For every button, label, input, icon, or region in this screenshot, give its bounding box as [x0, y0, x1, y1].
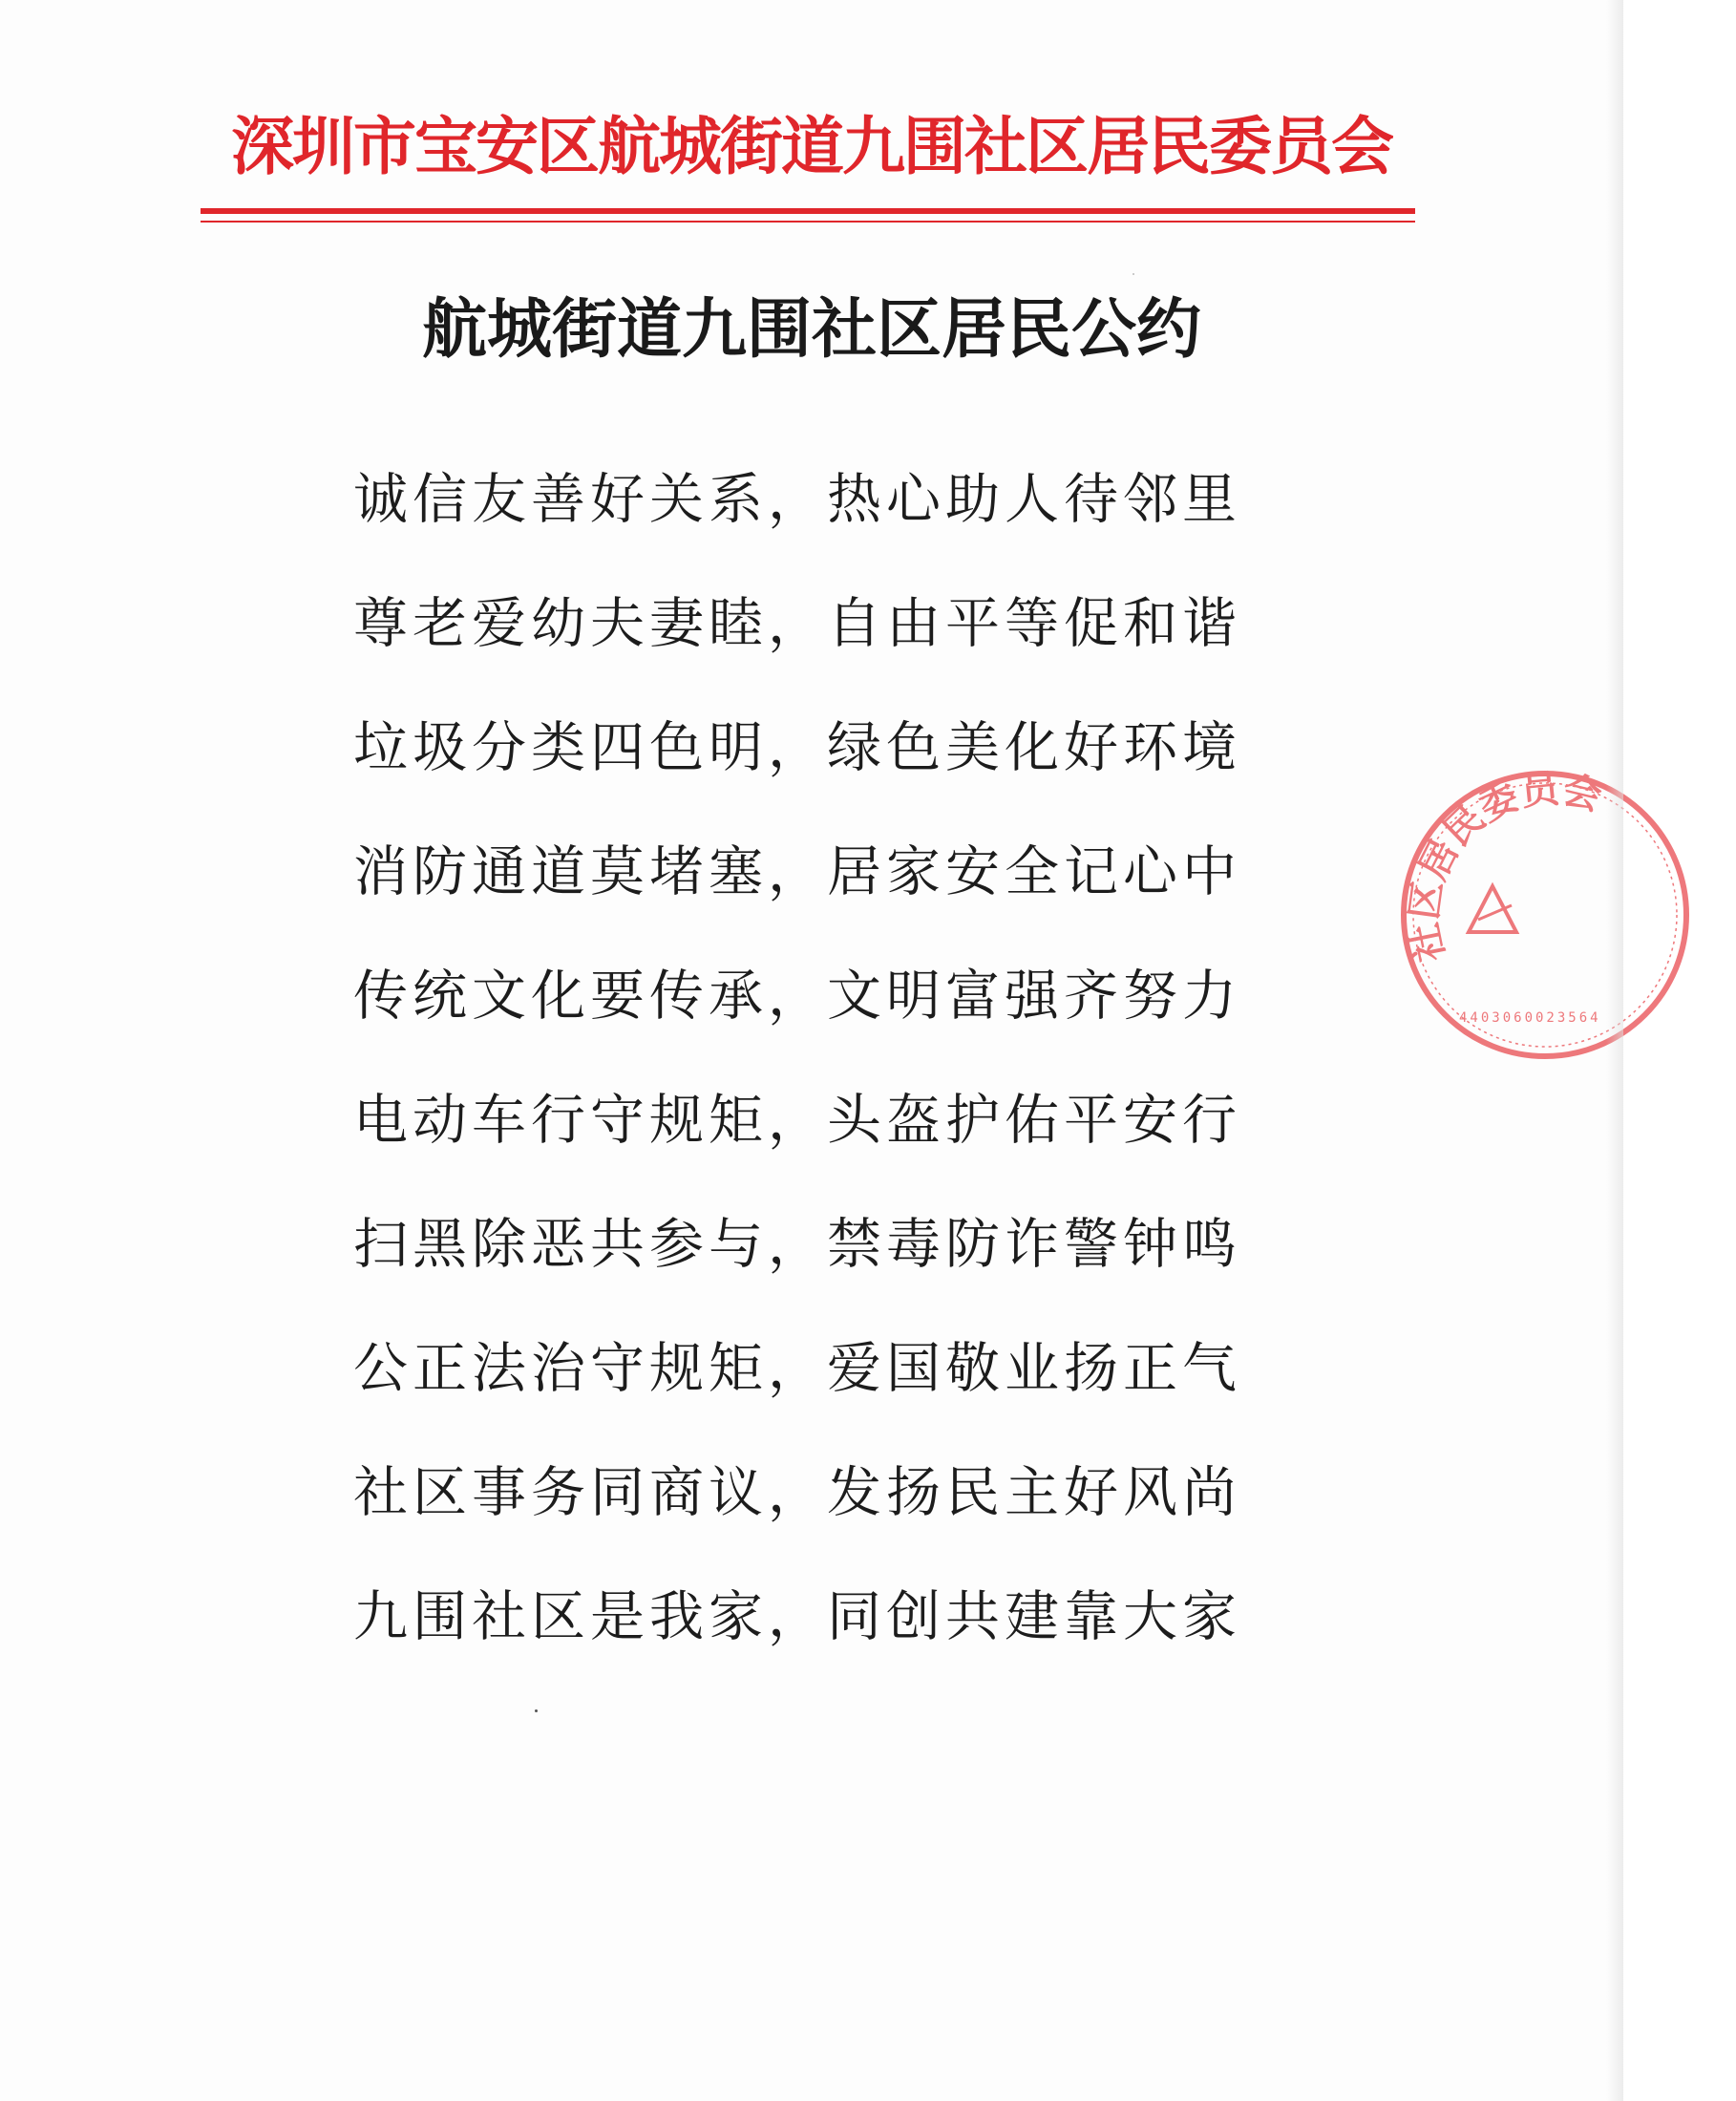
letterhead-rule-thin [201, 221, 1415, 223]
verse-line: 尊老爱幼夫妻睦，自由平等促和谐 [353, 592, 1241, 655]
scan-speck [1133, 273, 1134, 275]
official-seal-icon [1392, 762, 1736, 1068]
verse-line: 公正法治守规矩，爱国敬业扬正气 [353, 1337, 1241, 1400]
letterhead-rule-thick [201, 208, 1415, 214]
verse-line: 消防通道莫堵塞，居家安全记心中 [353, 840, 1241, 903]
convention-verses [353, 456, 1270, 1698]
verse-line: 垃圾分类四色明，绿色美化好环境 [353, 716, 1241, 779]
svg-text:社区居民委员会 [1402, 766, 1606, 966]
seal-text: 社区居民委员会 [1401, 766, 1606, 966]
verse-line: 传统文化要传承，文明富强齐努力 [353, 965, 1241, 1028]
svg-text:4403060023564: 4403060023564 [1459, 1010, 1601, 1026]
official-seal [1392, 762, 1606, 1068]
scan-edge [1606, 0, 1623, 2101]
document-title: 航城街道九围社区居民公约 [421, 291, 1201, 368]
verse-line: 电动车行守规矩，头盔护佑平安行 [353, 1089, 1241, 1152]
verse-line: 九围社区是我家，同创共建靠大家 [353, 1585, 1241, 1648]
letterhead-title: 深圳市宝安区航城街道九围社区居民委员会 [231, 109, 1392, 183]
verse-line: 社区事务同商议，发扬民主好风尚 [353, 1461, 1241, 1524]
scan-speck [535, 1709, 538, 1712]
verse-line: 诚信友善好关系，热心助人待邻里 [353, 468, 1241, 531]
verse-line: 扫黑除恶共参与，禁毒防诈警钟鸣 [353, 1213, 1241, 1276]
